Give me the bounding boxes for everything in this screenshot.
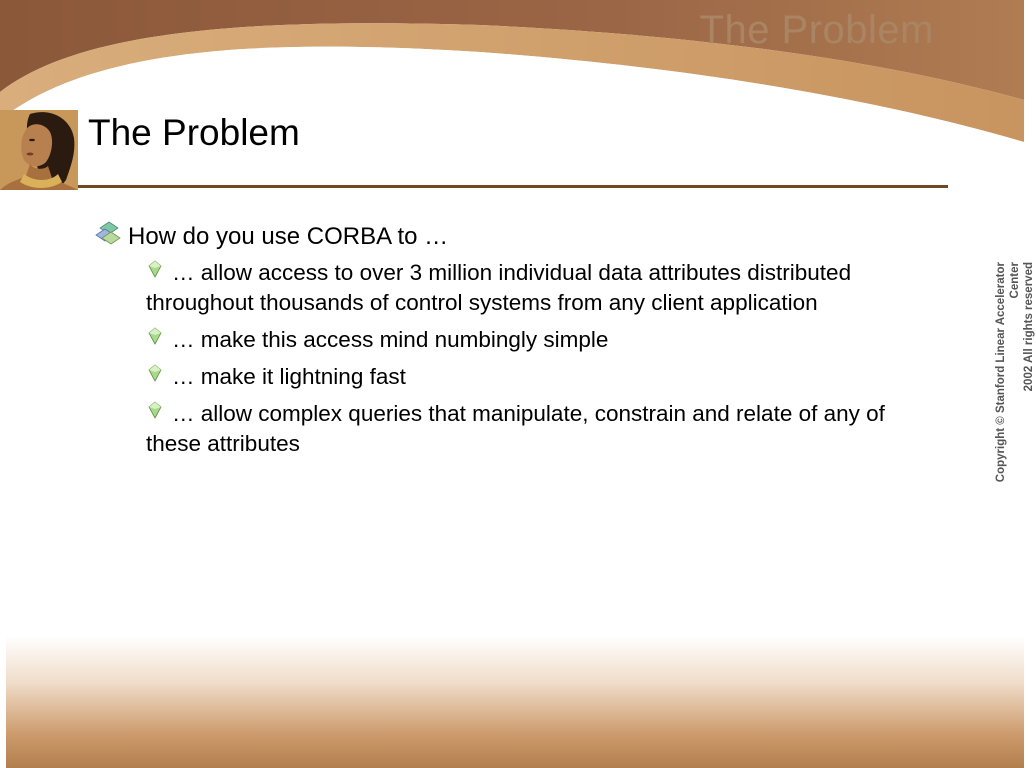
footer-gradient [0, 636, 1024, 768]
slide-title: The Problem [88, 112, 300, 153]
slide-content [94, 222, 944, 466]
sub-bullet-item [146, 258, 944, 318]
bullet-level1 [94, 222, 944, 252]
sub-bullet-text: … allow access to over 3 million individual data attributes distributed throughout thousands of control systems from any client application [146, 260, 852, 315]
green-diamond-icon [146, 364, 164, 382]
sub-bullet-text: … allow complex queries that manipulate, constrain and relate of any of these attributes [146, 401, 885, 456]
copyright-line2: 2002 All rights reserved [1023, 262, 1035, 392]
bullet-level1-text: How do you use CORBA to … [128, 223, 449, 250]
sub-bullet-list [146, 258, 944, 459]
copyright-line1: Copyright © Stanford Linear Accelerator Center [995, 262, 1021, 483]
footer-edge [0, 636, 6, 768]
green-diamond-icon [146, 260, 164, 278]
green-diamond-icon [146, 401, 164, 419]
title-divider [78, 185, 948, 188]
header-watermark-title: The Problem [699, 8, 934, 52]
sub-bullet-item [146, 399, 944, 459]
sub-bullet-item [146, 325, 944, 355]
sub-bullet-text: … make this access mind numbingly simple [172, 327, 609, 352]
stacked-diamonds-icon [94, 220, 124, 250]
sub-bullet-item [146, 362, 944, 392]
portrait-image [0, 110, 78, 190]
copyright-notice [990, 262, 1035, 518]
sub-bullet-text: … make it lightning fast [172, 364, 406, 389]
green-diamond-icon [146, 327, 164, 345]
